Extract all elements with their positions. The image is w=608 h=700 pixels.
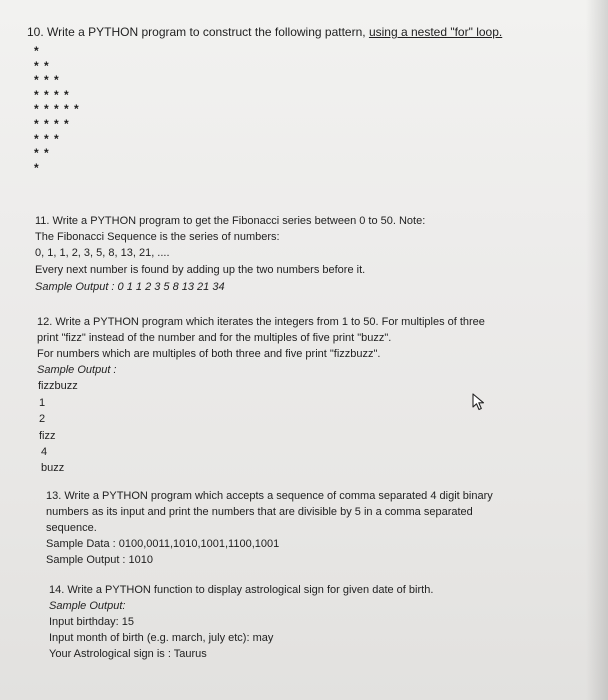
pattern-row: * * * * — [34, 116, 70, 131]
q12-output-line: 1 — [39, 397, 46, 409]
q14-title: 14. Write a PYTHON function to display astrological sign for given date of birth. — [49, 584, 434, 596]
q11-sequence: 0, 1, 1, 2, 3, 5, 8, 13, 21, .... — [35, 247, 170, 259]
pattern-row: * * — [34, 146, 50, 161]
q12-output-line: buzz — [41, 462, 65, 474]
q12-title: 12. Write a PYTHON program which iterates the integers from 1 to 50. For multiples of three — [37, 316, 485, 328]
q11-line: The Fibonacci Sequence is the series of numbers: — [35, 231, 280, 243]
q10-title: 10. Write a PYTHON program to construct the following pattern, using a nested "for" loop. — [27, 25, 503, 39]
q14-sample-label: Sample Output: — [49, 600, 126, 612]
q12-line: For numbers which are multiples of both three and five print "fizzbuzz". — [37, 348, 381, 360]
q12-output-line: 2 — [39, 413, 46, 425]
q14-line: Input birthday: 15 — [49, 616, 135, 628]
pattern-row: * * * — [34, 131, 60, 146]
q11-line: Every next number is found by adding up the two numbers before it. — [35, 264, 366, 276]
page-shadow-edge — [586, 0, 608, 700]
q10-title-underlined: using a nested "for" loop. — [368, 25, 503, 39]
q13-line: sequence. — [46, 522, 97, 534]
q11-title: 11. Write a PYTHON program to get the Fibonacci series between 0 to 50. Note: — [35, 215, 426, 227]
q12-output-line: fizz — [39, 430, 56, 442]
pattern-row: * * * * * — [34, 102, 80, 117]
q12-line: print "fizz" instead of the number and for the multiples of five print "buzz". — [37, 332, 392, 344]
q14-line: Input month of birth (e.g. march, july etc): may — [49, 632, 274, 644]
q14-line: Your Astrological sign is : Taurus — [49, 648, 207, 660]
pattern-row: * * * — [34, 73, 60, 88]
q13-line: numbers as its input and print the numbers that are divisible by 5 in a comma separated — [46, 506, 473, 518]
q13-sample-data: Sample Data : 0100,0011,1010,1001,1100,1001 — [46, 538, 280, 550]
mouse-pointer-icon — [471, 393, 487, 411]
pattern-row: * * * * — [34, 87, 70, 102]
pattern-row: * — [34, 44, 40, 58]
q13-sample-output: Sample Output : 1010 — [46, 554, 154, 566]
star-pattern — [34, 44, 80, 175]
q13-title: 13. Write a PYTHON program which accepts a sequence of comma separated 4 digit binary — [46, 490, 493, 502]
pattern-row: * — [34, 160, 40, 175]
q12-output-line: fizzbuzz — [38, 380, 78, 392]
pattern-row: * * — [34, 58, 50, 73]
q12-sample-label: Sample Output : — [37, 364, 117, 376]
q12-output-line: 4 — [41, 446, 48, 458]
q11-sample-output: Sample Output : 0 1 1 2 3 5 8 13 21 34 — [35, 281, 225, 293]
